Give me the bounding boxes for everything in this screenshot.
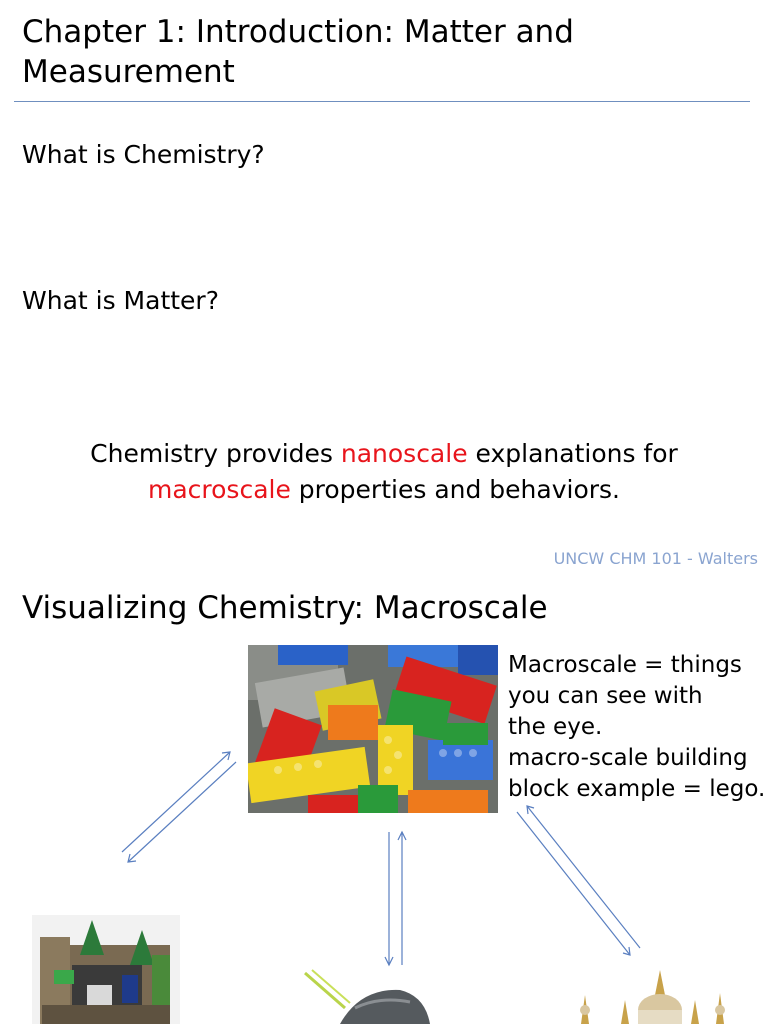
slide2-title: Visualizing Chemistry: Macroscale: [22, 590, 548, 626]
arrow-left-down: [128, 762, 236, 862]
footer-credit: UNCW CHM 101 - Walters: [553, 549, 758, 568]
question-chemistry: What is Chemistry?: [22, 140, 265, 169]
lego-castle-photo: [32, 915, 180, 1024]
desc-line: you can see with: [508, 683, 703, 709]
slide-title-line2: Measurement: [22, 54, 235, 90]
arrow-right-up: [527, 806, 640, 948]
lego-palace-photo: [570, 965, 740, 1024]
statement-text: properties and behaviors.: [290, 475, 620, 504]
slide-title-line1: Chapter 1: Introduction: Matter and: [22, 14, 574, 50]
highlight-nanoscale: nanoscale: [340, 439, 468, 468]
statement-text: Chemistry provides: [90, 439, 341, 468]
desc-line: macro-scale building: [508, 745, 748, 771]
arrow-right-down: [517, 812, 630, 955]
lego-ship-photo: [300, 968, 440, 1024]
question-matter: What is Matter?: [22, 286, 219, 315]
highlight-macroscale: macroscale: [147, 475, 291, 504]
statement-text: explanations for: [467, 439, 678, 468]
desc-line: the eye.: [508, 714, 603, 740]
arrow-left-up: [122, 752, 230, 852]
desc-line: block example = lego.: [508, 776, 766, 802]
desc-line: Macroscale = things: [508, 652, 742, 678]
